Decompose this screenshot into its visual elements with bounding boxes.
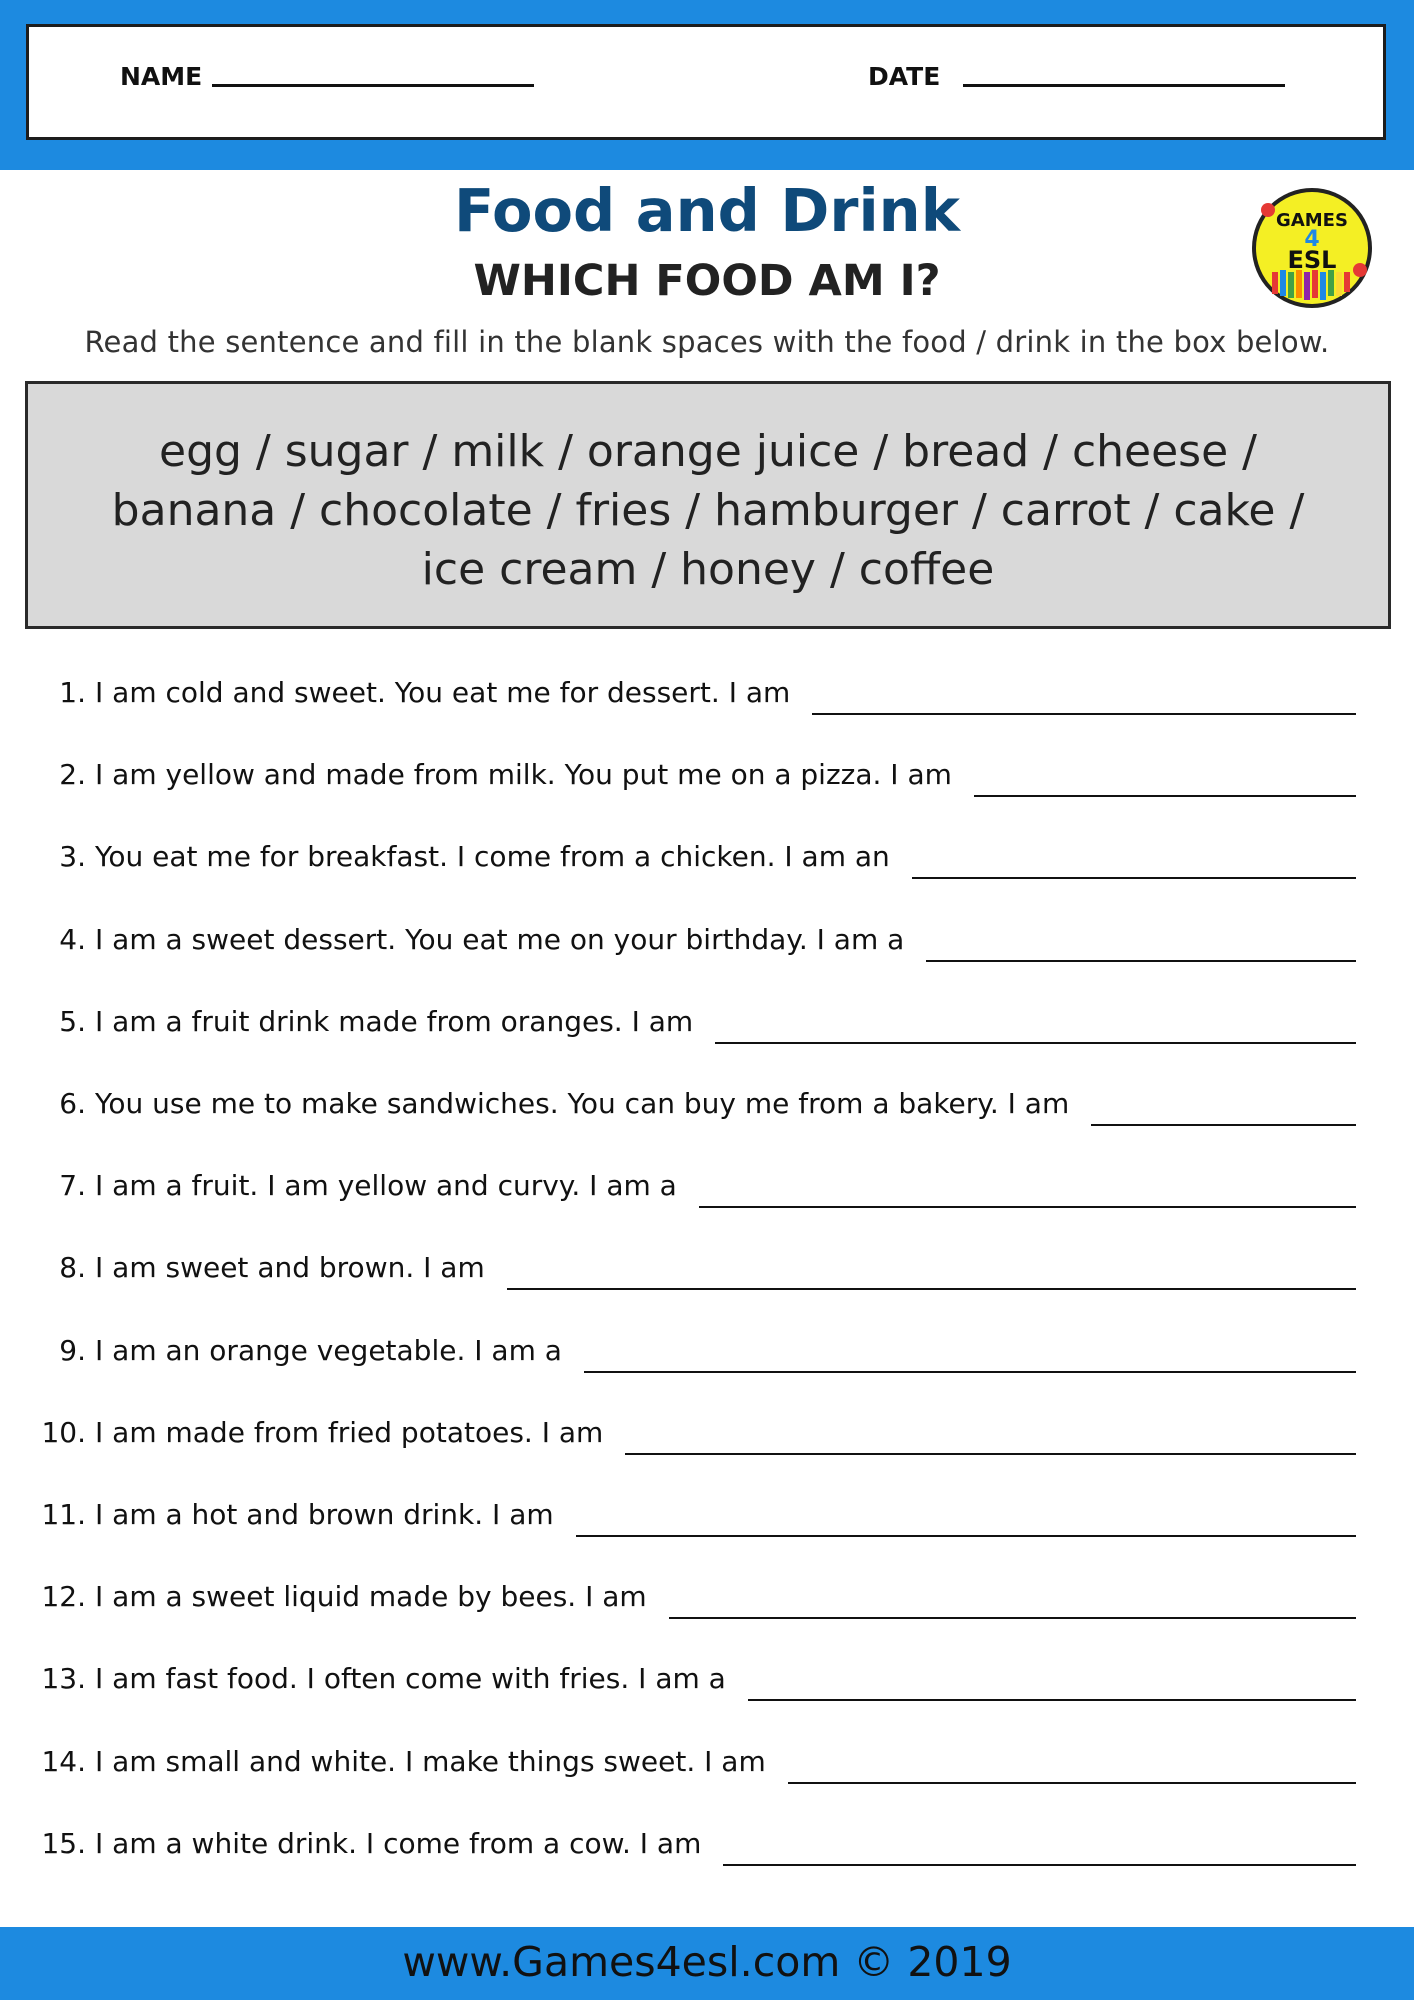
question-number: 1. (59, 676, 86, 709)
question-item (0, 1574, 1414, 1624)
question-text: I am made from fried potatoes. I am (95, 1416, 604, 1449)
page-title: Food and Drink (454, 176, 960, 245)
logo-text-bottom: ESL (1287, 246, 1337, 274)
question-number: 10. (41, 1416, 86, 1449)
name-date-box (26, 24, 1386, 140)
question-text: I am a fruit drink made from oranges. I am (95, 1005, 694, 1038)
question-number: 6. (59, 1087, 86, 1120)
question-item (0, 1656, 1414, 1706)
answer-blank[interactable] (723, 1864, 1356, 1866)
logo-text-mid: 4 (1304, 227, 1320, 252)
question-text: I am a sweet liquid made by bees. I am (95, 1580, 647, 1613)
word-bank-line: egg / sugar / milk / orange juice / bread / cheese / (159, 426, 1257, 477)
answer-blank[interactable] (1091, 1124, 1356, 1126)
question-item (0, 670, 1414, 720)
question-number: 9. (59, 1334, 86, 1367)
name-label: NAME (120, 62, 203, 91)
word-bank-line: ice cream / honey / coffee (421, 544, 995, 595)
question-item (0, 1821, 1414, 1871)
question-text: I am a white drink. I come from a cow. I am (95, 1827, 702, 1860)
question-item (0, 1410, 1414, 1460)
question-item (0, 917, 1414, 967)
answer-blank[interactable] (812, 713, 1356, 715)
question-number: 3. (59, 840, 86, 873)
question-item (0, 1163, 1414, 1213)
question-item (0, 1328, 1414, 1378)
question-text: I am sweet and brown. I am (95, 1251, 485, 1284)
question-number: 13. (41, 1662, 86, 1695)
footer-copyright: www.Games4esl.com © 2019 (402, 1938, 1012, 1986)
question-text: I am a hot and brown drink. I am (95, 1498, 554, 1531)
date-field[interactable] (963, 84, 1285, 87)
question-number: 12. (41, 1580, 86, 1613)
question-number: 2. (59, 758, 86, 791)
answer-blank[interactable] (699, 1206, 1356, 1208)
question-item (0, 834, 1414, 884)
question-text: I am a sweet dessert. You eat me on your birthday. I am a (95, 923, 905, 956)
question-text: You use me to make sandwiches. You can buy me from a bakery. I am (95, 1087, 1070, 1120)
name-field[interactable] (212, 84, 534, 87)
answer-blank[interactable] (507, 1288, 1356, 1290)
games4esl-logo (1250, 186, 1374, 310)
question-text: I am a fruit. I am yellow and curvy. I am a (95, 1169, 677, 1202)
date-label: DATE (868, 62, 941, 91)
question-item (0, 752, 1414, 802)
answer-blank[interactable] (576, 1535, 1356, 1537)
question-item (0, 1739, 1414, 1789)
question-number: 7. (59, 1169, 86, 1202)
question-text: I am cold and sweet. You eat me for dessert. I am (95, 676, 791, 709)
word-bank (25, 381, 1391, 629)
question-number: 15. (41, 1827, 86, 1860)
question-item (0, 999, 1414, 1049)
answer-blank[interactable] (715, 1042, 1356, 1044)
word-bank-line: banana / chocolate / fries / hamburger / carrot / cake / (111, 485, 1305, 536)
question-text: I am yellow and made from milk. You put me on a pizza. I am (95, 758, 952, 791)
instructions: Read the sentence and fill in the blank spaces with the food / drink in the box below. (84, 325, 1330, 359)
answer-blank[interactable] (788, 1782, 1356, 1784)
question-text: I am fast food. I often come with fries. I am a (95, 1662, 726, 1695)
question-number: 4. (59, 923, 86, 956)
question-item (0, 1245, 1414, 1295)
question-number: 11. (41, 1498, 86, 1531)
answer-blank[interactable] (584, 1371, 1356, 1373)
answer-blank[interactable] (669, 1617, 1356, 1619)
answer-blank[interactable] (974, 795, 1356, 797)
question-text: You eat me for breakfast. I come from a chicken. I am an (95, 840, 890, 873)
answer-blank[interactable] (926, 960, 1356, 962)
question-text: I am an orange vegetable. I am a (95, 1334, 562, 1367)
question-item (0, 1492, 1414, 1542)
question-number: 5. (59, 1005, 86, 1038)
question-text: I am small and white. I make things sweet. I am (95, 1745, 766, 1778)
answer-blank[interactable] (625, 1453, 1356, 1455)
question-number: 8. (59, 1251, 86, 1284)
question-item (0, 1081, 1414, 1131)
question-number: 14. (41, 1745, 86, 1778)
answer-blank[interactable] (748, 1699, 1356, 1701)
logo-text-top: GAMES (1276, 210, 1348, 231)
page-subtitle: WHICH FOOD AM I? (473, 256, 941, 306)
answer-blank[interactable] (912, 877, 1356, 879)
